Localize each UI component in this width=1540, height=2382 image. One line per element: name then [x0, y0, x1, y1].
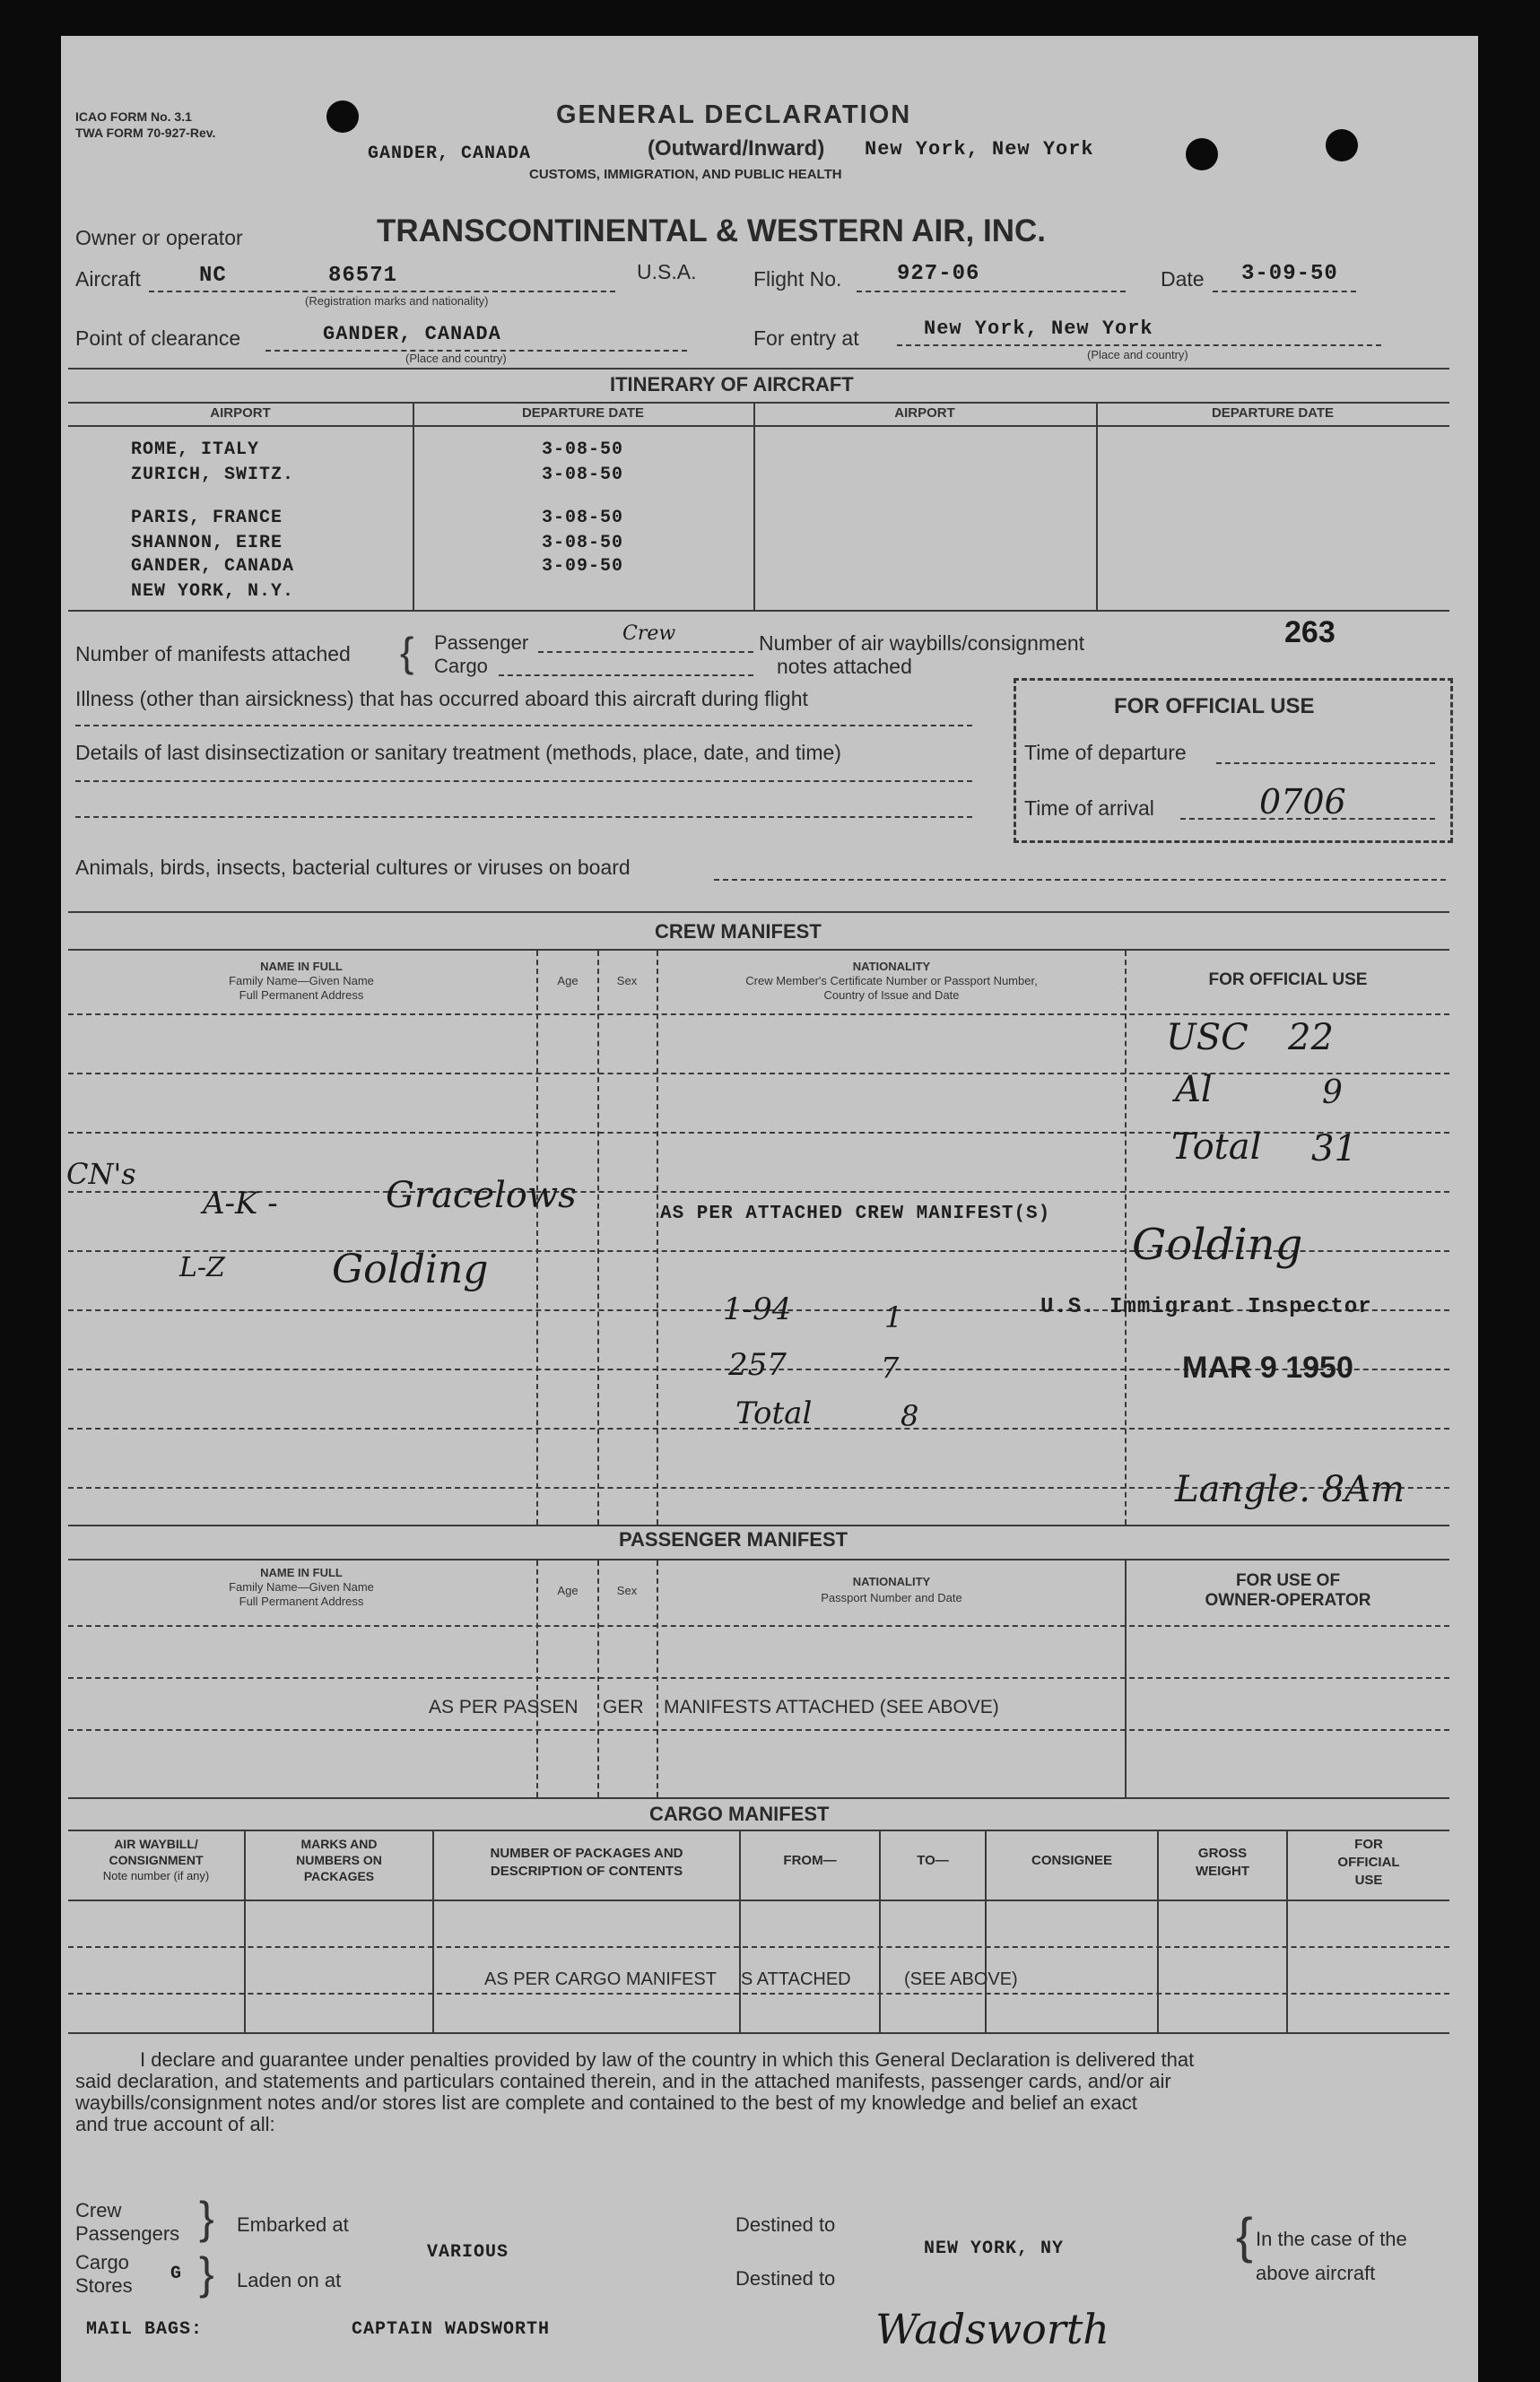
date-value: 3-09-50 — [1241, 262, 1338, 286]
cargo-col-official-2: OFFICIAL — [1337, 1855, 1400, 1870]
hw-time-note: Langle. 8Am — [1175, 1469, 1405, 1510]
date-stamp: MAR 9 1950 — [1182, 1351, 1353, 1385]
hw-total: Total — [735, 1395, 813, 1431]
waybills-label-2: notes attached — [777, 655, 912, 678]
rule — [68, 1729, 1449, 1731]
hw-off-total-value: 31 — [1311, 1128, 1357, 1169]
hw-al-value: 9 — [1322, 1074, 1343, 1111]
pax-col-name-2: Family Name—Given Name — [229, 1580, 374, 1594]
itinerary-airport: ROME, ITALY — [131, 439, 260, 460]
cargo-col-consignee: CONSIGNEE — [1031, 1853, 1112, 1868]
rule — [413, 402, 414, 610]
cargo-col-waybill-2: CONSIGNMENT — [109, 1853, 204, 1867]
rule — [68, 1525, 1449, 1526]
itinerary-airport: GANDER, CANADA — [131, 556, 295, 577]
pax-col-sex: Sex — [616, 1584, 638, 1597]
aircraft-number: 86571 — [328, 264, 398, 288]
aircraft-prefix: NC — [199, 264, 227, 288]
cargo-col-marks-2: NUMBERS ON — [296, 1853, 382, 1867]
rule — [1213, 291, 1356, 292]
passenger-manifest-title: PASSENGER MANIFEST — [619, 1528, 848, 1551]
official-use-title: FOR OFFICIAL USE — [1114, 694, 1315, 718]
flight-value: 927-06 — [897, 262, 980, 286]
rule — [657, 1560, 658, 1797]
footer-destined-value: NEW YORK, NY — [924, 2239, 1065, 2259]
crew-manifest-title: CREW MANIFEST — [655, 920, 822, 943]
cargo-col-to: TO— — [917, 1853, 949, 1868]
pax-col-name: NAME IN FULL — [260, 1566, 343, 1579]
rule — [68, 2032, 1449, 2034]
manifest-passenger-label: Passenger — [434, 631, 529, 654]
footer-captain: CAPTAIN WADSWORTH — [352, 2319, 551, 2340]
footer-crew: Crew — [75, 2199, 122, 2221]
rule — [879, 1830, 881, 2032]
hw-al: Al — [1175, 1069, 1213, 1110]
rule — [753, 402, 755, 610]
punch-hole — [326, 100, 359, 133]
itinerary-title: ITINERARY OF AIRCRAFT — [610, 373, 854, 396]
cargo-col-waybill-3: Note number (if any) — [102, 1869, 210, 1882]
manifest-cargo-label: Cargo — [434, 655, 488, 677]
itinerary-header-date: DEPARTURE DATE — [521, 405, 645, 421]
pax-note-1: AS PER PASSEN — [429, 1697, 579, 1717]
rule — [1157, 1830, 1159, 2032]
pax-note-3: MANIFESTS ATTACHED (SEE ABOVE) — [664, 1697, 999, 1717]
rule — [68, 1946, 1449, 1948]
rule — [68, 1677, 1449, 1679]
crew-col-age: Age — [557, 974, 579, 987]
pax-col-nationality-2: Passport Number and Date — [821, 1591, 962, 1604]
rule — [68, 402, 1449, 404]
footer-embarked-value: VARIOUS — [427, 2242, 509, 2263]
rule — [857, 291, 1126, 292]
hw-count-1-value: 1 — [884, 1300, 903, 1334]
footer-cargo: Cargo — [75, 2251, 129, 2273]
hw-lz: L-Z — [179, 1252, 225, 1283]
declaration-line: and true account of all: — [75, 2113, 275, 2135]
rule — [75, 725, 972, 726]
crew-col-name-2: Family Name—Given Name — [229, 974, 374, 987]
rule — [1125, 1560, 1127, 1797]
hw-signature-2: Golding — [332, 1247, 489, 1292]
cargo-col-marks: MARKS AND — [300, 1837, 378, 1851]
footer-case-1: In the case of the — [1256, 2228, 1407, 2250]
rule — [68, 1900, 1449, 1901]
rule — [68, 368, 1449, 369]
itinerary-airport: ZURICH, SWITZ. — [131, 465, 295, 485]
rule — [897, 344, 1381, 346]
rule — [739, 1830, 741, 2032]
crew-col-nationality-2: Crew Member's Certificate Number or Passport Number, — [745, 974, 1038, 987]
rule — [597, 1560, 599, 1797]
cargo-manifest-title: CARGO MANIFEST — [649, 1803, 830, 1825]
header-origin-typed: GANDER, CANADA — [368, 143, 532, 164]
pax-col-age: Age — [557, 1584, 579, 1597]
footer-laden: Laden on at — [237, 2269, 342, 2291]
rule — [536, 951, 538, 1525]
cargo-col-number-2: DESCRIPTION OF CONTENTS — [490, 1864, 683, 1879]
form-subtitle: CUSTOMS, IMMIGRATION, AND PUBLIC HEALTH — [529, 167, 842, 182]
crew-col-name: NAME IN FULL — [260, 960, 343, 973]
footer-stores-mark: G — [170, 2264, 183, 2284]
rule — [68, 1559, 1449, 1560]
entry-label: For entry at — [753, 326, 859, 350]
disinsect-label: Details of last disinsectization or sanitary treatment (methods, place, date, and time) — [75, 741, 841, 764]
pax-col-nationality: NATIONALITY — [852, 1575, 931, 1588]
pax-col-owner-2: OWNER-OPERATOR — [1205, 1591, 1371, 1610]
footer-destined-2: Destined to — [735, 2267, 836, 2290]
rule — [1125, 951, 1127, 1525]
itinerary-airport: NEW YORK, N.Y. — [131, 581, 295, 602]
cargo-col-official: FOR — [1354, 1837, 1383, 1852]
crew-attached-note: AS PER ATTACHED CREW MANIFEST(S) — [660, 1204, 1051, 1224]
rule — [68, 610, 1449, 612]
rule — [657, 951, 658, 1525]
hw-count-1: 1-94 — [723, 1291, 792, 1327]
departure-time-label: Time of departure — [1024, 741, 1187, 764]
form-number-twa: TWA FORM 70-927-Rev. — [75, 126, 216, 140]
cargo-col-gross: GROSS — [1197, 1846, 1248, 1861]
declaration-line: I declare and guarantee under penalties provided by law of the country in which this General Declaration is delivered that — [140, 2048, 1195, 2071]
hw-signature-1: Gracelows — [386, 1175, 577, 1216]
cargo-col-number: NUMBER OF PACKAGES AND — [490, 1846, 683, 1861]
footer-embarked: Embarked at — [237, 2213, 349, 2236]
rule — [75, 816, 972, 818]
aircraft-sublabel: (Registration marks and nationality) — [305, 294, 489, 308]
form-title: GENERAL DECLARATION — [556, 100, 912, 129]
brace: { — [1236, 2207, 1253, 2264]
rule — [432, 1830, 434, 2032]
hw-ak: A-K - — [203, 1186, 278, 1221]
rule — [1180, 818, 1435, 820]
brace: } — [199, 2193, 214, 2243]
cargo-col-gross-2: WEIGHT — [1196, 1864, 1249, 1879]
entry-value: New York, New York — [924, 317, 1153, 340]
pax-col-name-3: Full Permanent Address — [239, 1595, 364, 1608]
itinerary-date: 3-08-50 — [542, 465, 624, 485]
cargo-note-2: S ATTACHED — [741, 1969, 851, 1989]
inspector-title: U.S. Immigrant Inspector — [1040, 1295, 1372, 1319]
crew-col-name-3: Full Permanent Address — [239, 988, 364, 1002]
rule — [68, 1993, 1449, 1995]
entry-sublabel: (Place and country) — [1087, 348, 1188, 361]
rule — [68, 1073, 1449, 1074]
declaration-line: said declaration, and statements and particulars contained therein, and in the attached manifests, passenger cards, and/or air — [75, 2070, 1171, 2092]
rule — [1286, 1830, 1288, 2032]
hw-count-2: 257 — [728, 1347, 787, 1383]
crew-col-nationality: NATIONALITY — [852, 960, 931, 973]
crew-col-sex: Sex — [616, 974, 638, 987]
rule — [75, 780, 972, 782]
brace: { — [400, 629, 414, 675]
hw-off-total: Total — [1171, 1126, 1262, 1168]
pax-note-2: GER — [603, 1697, 644, 1717]
itinerary-header-airport-2: AIRPORT — [894, 405, 955, 421]
crew-col-official: FOR OFFICIAL USE — [1208, 970, 1368, 989]
itinerary-header-airport: AIRPORT — [210, 405, 271, 421]
rule — [1096, 402, 1098, 610]
hw-cns: CN's — [66, 1157, 136, 1191]
aircraft-label: Aircraft — [75, 267, 141, 291]
hw-count-2-value: 7 — [881, 1351, 900, 1385]
rule — [68, 1797, 1449, 1799]
rule — [68, 949, 1449, 951]
flight-label: Flight No. — [753, 267, 842, 291]
header-direction: (Outward/Inward) — [648, 136, 825, 161]
owner-value: TRANSCONTINENTAL & WESTERN AIR, INC. — [377, 213, 1047, 248]
rule — [714, 879, 1446, 881]
punch-hole — [1186, 138, 1218, 170]
itinerary-date: 3-09-50 — [542, 556, 624, 577]
manifest-passenger-value: Crew — [622, 622, 676, 645]
itinerary-header-date-2: DEPARTURE DATE — [1211, 405, 1335, 421]
pax-col-owner: FOR USE OF — [1235, 1571, 1341, 1590]
hw-official-signature: Golding — [1132, 1220, 1303, 1270]
owner-label: Owner or operator — [75, 226, 243, 249]
rule — [538, 651, 753, 653]
rule — [68, 1830, 1449, 1831]
rule — [597, 951, 599, 1525]
itinerary-airport: SHANNON, EIRE — [131, 533, 283, 553]
cargo-col-from: FROM— — [783, 1853, 837, 1868]
cargo-note-3: (SEE ABOVE) — [904, 1969, 1018, 1989]
manifests-label: Number of manifests attached — [75, 642, 351, 665]
rule — [68, 1625, 1449, 1627]
aircraft-country: U.S.A. — [637, 260, 697, 283]
footer-case-2: above aircraft — [1256, 2262, 1376, 2284]
rule — [68, 1013, 1449, 1015]
cargo-col-marks-3: PACKAGES — [303, 1869, 375, 1883]
animals-label: Animals, birds, insects, bacterial cultures or viruses on board — [75, 856, 631, 879]
rule — [68, 911, 1449, 913]
punch-hole — [1326, 129, 1358, 161]
rule — [68, 425, 1449, 427]
itinerary-date: 3-08-50 — [542, 508, 624, 528]
arrival-time-value: 0706 — [1259, 782, 1346, 822]
rule — [499, 674, 753, 676]
form-number-icao: ICAO FORM No. 3.1 — [75, 109, 192, 124]
brace: } — [199, 2248, 214, 2299]
footer-destined-1: Destined to — [735, 2213, 836, 2236]
cargo-col-official-3: USE — [1354, 1873, 1383, 1888]
declaration-line: waybills/consignment notes and/or stores list are complete and contained to the best of my knowledge and belief an exact — [75, 2091, 1137, 2114]
illness-label: Illness (other than airsickness) that has occurred aboard this aircraft during flight — [75, 687, 808, 710]
rule — [149, 291, 615, 292]
footer-passengers: Passengers — [75, 2222, 180, 2245]
header-destination-typed: New York, New York — [865, 138, 1094, 161]
rule — [244, 1830, 246, 2032]
rule — [1216, 762, 1435, 764]
clearance-label: Point of clearance — [75, 326, 241, 350]
date-label: Date — [1161, 267, 1205, 291]
itinerary-airport: PARIS, FRANCE — [131, 508, 283, 528]
itinerary-date: 3-08-50 — [542, 533, 624, 553]
rule — [536, 1560, 538, 1797]
clearance-value: GANDER, CANADA — [323, 323, 501, 345]
hw-total-value: 8 — [901, 1399, 919, 1433]
arrival-time-label: Time of arrival — [1024, 796, 1154, 820]
cargo-col-waybill: AIR WAYBILL/ — [114, 1837, 198, 1851]
crew-col-nationality-3: Country of Issue and Date — [823, 988, 960, 1002]
hw-usc: USC — [1166, 1017, 1249, 1058]
waybills-label: Number of air waybills/consignment — [759, 631, 1085, 655]
footer-mail-bags: MAIL BAGS: — [86, 2319, 204, 2340]
rule — [985, 1830, 987, 2032]
cargo-note-1: AS PER CARGO MANIFEST — [484, 1969, 717, 1989]
hw-usc-value: 22 — [1288, 1017, 1334, 1058]
waybills-value: 263 — [1284, 615, 1336, 649]
clearance-sublabel: (Place and country) — [405, 352, 507, 365]
captain-signature: Wadsworth — [875, 2305, 1109, 2353]
itinerary-date: 3-08-50 — [542, 439, 624, 460]
footer-stores: Stores — [75, 2274, 133, 2297]
